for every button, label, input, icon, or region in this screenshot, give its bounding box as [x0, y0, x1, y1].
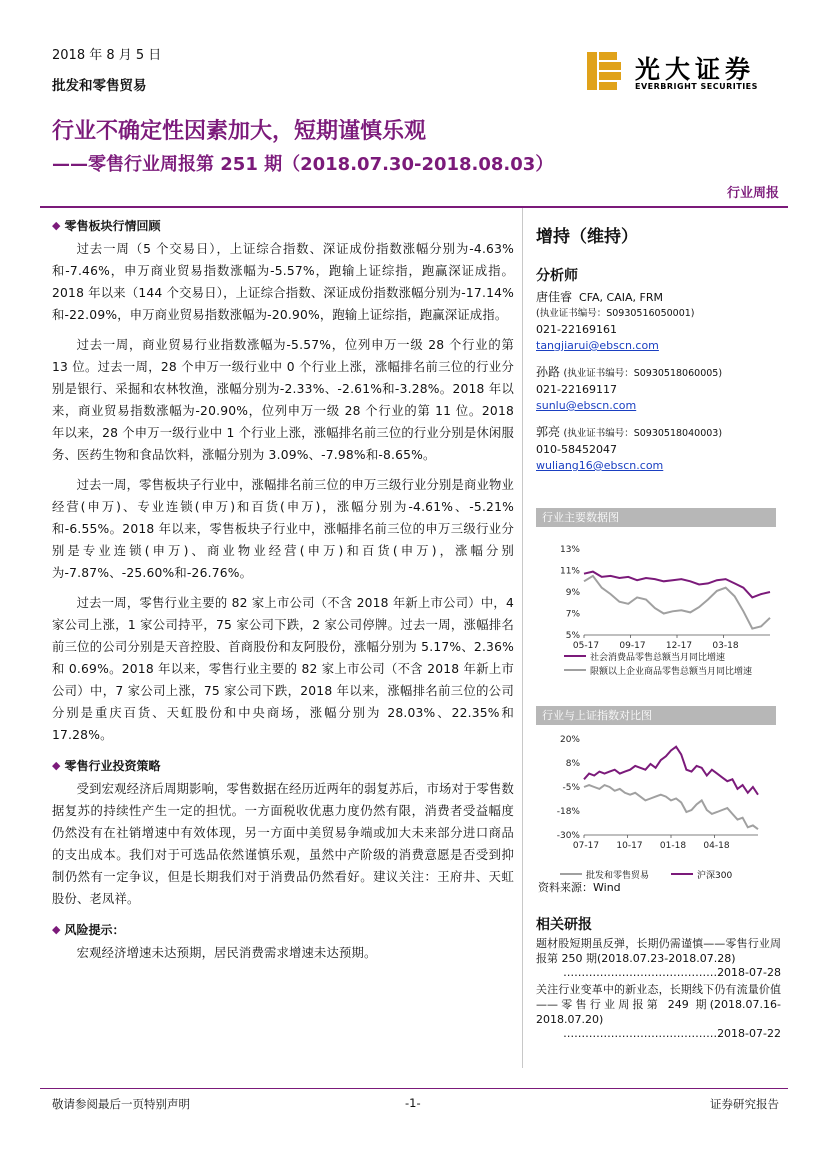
paragraph: 受到宏观经济后周期影响，零售数据在经历近两年的弱复苏后，市场对于零售数据复苏的持续性产生一定的担忧。一方面税收优惠力度仍然有限，消费者受益幅度仍然没有在社销增速中有效体现，另一方面中美贸易争端或加大未来部分进口商品的支出成本。我们对于可选品依然谨慎乐观，虽然中产阶级的消费意愿是否受到抑制仍然有一定争议，但是长期我们对于消费品仍然看好。建议关注：王府井、天虹股份、老凤祥。: [52, 782, 514, 906]
related-report-link[interactable]: 题材股短期虽反弹，长期仍需谨慎——零售行业周报第 250 期(2018.07.23-2018.07.28): [536, 937, 781, 965]
sidebar: [536, 222, 786, 484]
page-number: -1-: [405, 1096, 421, 1110]
series-line: [584, 576, 770, 629]
analyst-name: 郭亮: [536, 425, 561, 439]
sector-name: 批发和零售贸易: [52, 78, 147, 94]
related-reports: [536, 914, 781, 1043]
y-tick-label: 20%: [559, 735, 580, 745]
footer-divider: [40, 1088, 788, 1089]
section-market-review: [52, 214, 514, 746]
analyst-email-link[interactable]: sunlu@ebscn.com: [536, 399, 637, 412]
y-tick-label: 13%: [559, 545, 580, 555]
legend-swatch: [564, 655, 586, 657]
diamond-bullet-icon: ◆: [52, 219, 61, 232]
report-title: 行业不确定性因素加大，短期谨慎乐观: [52, 119, 427, 144]
logo-mark-icon: [585, 48, 629, 96]
section-investment-strategy: [52, 754, 514, 910]
x-tick-label: 07-17: [572, 841, 600, 851]
y-tick-label: 11%: [559, 566, 580, 577]
paragraph: 过去一周，零售行业主要的 82 家上市公司（不含 2018 年新上市公司）中，4 家公司上涨，1 家公司持平，75 家公司下跌，2 家公司停牌。过去一周，涨幅排名前三位的公司分别是天音控股、首商股份和友阿股份，涨幅分别为 5.17%、2.36%和 0.69%。2018 年以来，零售行业主要的 82 家上市公司（不含 2018 年新上市公司）中，7 家公司上涨，75 家公司下跌，2018 年以来，涨幅排名前三位的公司分别是重庆百货、天虹股份和中央商场，涨幅分别为 28.03%、22.35%和 17.28%。: [52, 596, 514, 742]
legend-label: 社会消费品零售总额当月同比增速: [590, 652, 726, 663]
x-tick-label: 09-17: [619, 641, 646, 651]
related-report-date: ……………………………………2018-07-28: [563, 966, 781, 979]
analyst-name: 孙路: [536, 365, 561, 379]
report-subtitle: ——零售行业周报第 251 期（2018.07.30-2018.08.03）: [52, 154, 554, 175]
related-report-link[interactable]: 关注行业变革中的新业态，长期线下仍有流量价值——零售行业周报第 249 期(2018.07.16-2018.07.20): [536, 983, 781, 1026]
analyst-phone: 021-22169161: [536, 323, 617, 336]
x-tick-label: 10-17: [616, 841, 643, 851]
legend-label: 批发和零售贸易: [586, 870, 650, 881]
paragraph: 过去一周，商业贸易行业指数涨幅为-5.57%，位列申万一级 28 个行业的第 13 位。过去一周，28 个申万一级行业中 0 个行业上涨，涨幅排名前三位的行业分别是银行、采掘和农林牧渔，涨幅分别为-2.33%、-2.61%和-3.28%。2018 年以来，商业贸易指数涨幅为-20.90%，位列申万一级 28 个行业的第 11 位。2018 年以来，28 个申万一级行业中 1 个行业上涨，涨幅排名前三位的行业分别是休闲服务、医药生物和食品饮料，涨幅分别为 3.09%、-7.98%和-8.65%。: [52, 338, 514, 462]
paragraph: 过去一周（5 个交易日），上证综合指数、深证成份指数涨幅分别为-4.63%和-7.46%，申万商业贸易指数涨幅为-5.57%，跑输上证综指，跑赢深证成指。2018 年以来（144 个交易日），上证综合指数、深证成份指数涨幅分别为-17.14%和-22.09%，申万商业贸易指数涨幅为-20.90%，跑输上证综指，跑赢深证成指。: [52, 242, 514, 322]
analyst-cert: (执业证书编号：S0930518040003): [563, 428, 723, 439]
report-type-tag: 行业周报: [726, 186, 779, 201]
paragraph: 过去一周，零售板块子行业中，涨幅排名前三位的申万三级行业分别是商业物业经营(申万)、专业连锁(申万)和百货(申万)，涨幅分别为-4.61%、-5.21%和-6.55%。2018 年以来，零售板块子行业中，涨幅排名前三位的申万三级行业分别是专业连锁(申万)、商业物业经营(申万)和百货(申万)，涨幅分别为-7.87%、-25.60%和-26.76%。: [52, 478, 514, 580]
analyst-name: 唐佳睿: [536, 290, 573, 304]
y-tick-label: 7%: [565, 609, 580, 620]
section-heading: 风险提示：: [64, 923, 125, 937]
related-heading: 相关研报: [536, 917, 592, 933]
x-tick-label: 04-18: [703, 841, 730, 851]
series-line: [584, 785, 758, 829]
section-risk: [52, 918, 514, 964]
x-tick-label: 05-17: [572, 641, 600, 651]
y-tick-label: 5%: [565, 631, 580, 641]
analyst-cert: (执业证书编号：S0930518060005): [563, 368, 723, 379]
diamond-bullet-icon: ◆: [52, 923, 61, 936]
x-tick-label: 03-18: [712, 641, 739, 651]
main-column: [52, 214, 514, 972]
company-logo: [585, 48, 785, 96]
footer-report-type: 证券研究报告: [710, 1097, 779, 1111]
chart-index-comparison: [536, 706, 776, 881]
analyst-card: [536, 364, 786, 414]
y-tick-label: 8%: [565, 759, 580, 769]
header-divider: [40, 206, 788, 208]
analyst-cert: (执业证书编号：S0930516050001): [536, 308, 695, 319]
footer-disclaimer: 敬请参阅最后一页特别声明: [52, 1097, 190, 1111]
rating: 增持（维持）: [536, 227, 638, 247]
x-tick-label: 01-18: [659, 841, 687, 851]
chart-source: 资料来源：Wind: [538, 881, 621, 894]
analyst-card: [536, 289, 786, 354]
section-heading: 零售行业投资策略: [64, 759, 161, 773]
legend-label: 限额以上企业商品零售总额当月同比增速: [590, 666, 753, 677]
legend-label: 沪深300: [697, 870, 733, 881]
diamond-bullet-icon: ◆: [52, 759, 61, 772]
report-date: 2018 年 8 月 5 日: [52, 48, 162, 63]
analyst-email-link[interactable]: tangjiarui@ebscn.com: [536, 339, 659, 352]
legend-swatch: [671, 873, 693, 875]
y-tick-label: -5%: [562, 783, 580, 793]
legend-item: [536, 663, 776, 677]
legend-swatch: [560, 873, 582, 875]
analyst-credentials: CFA, CAIA, FRM: [579, 291, 663, 304]
y-tick-label: -30%: [556, 831, 580, 841]
analyst-card: [536, 424, 786, 474]
section-heading: 零售板块行情回顾: [64, 219, 161, 233]
chart-title: 行业与上证指数对比图: [536, 706, 776, 725]
logo-text-cn: 光大证券: [635, 55, 756, 84]
y-tick-label: -18%: [556, 807, 580, 817]
analyst-phone: 021-22169117: [536, 383, 617, 396]
x-tick-label: 12-17: [665, 641, 693, 651]
column-divider: [522, 208, 523, 1068]
analyst-email-link[interactable]: wuliang16@ebscn.com: [536, 459, 664, 472]
chart-industry-data: [536, 508, 776, 677]
logo-text-en: EVERBRIGHT SECURITIES: [635, 82, 758, 91]
y-tick-label: 9%: [565, 588, 580, 598]
analyst-heading: 分析师: [536, 268, 578, 284]
series-line: [584, 572, 770, 598]
legend-swatch: [564, 669, 586, 671]
legend-item: [536, 649, 776, 663]
paragraph: 宏观经济增速未达预期，居民消费需求增速未达预期。: [76, 946, 377, 960]
analyst-phone: 010-58452047: [536, 443, 617, 456]
related-report-date: ……………………………………2018-07-22: [563, 1027, 781, 1040]
chart-industry-data-plot: [536, 527, 776, 651]
chart-index-comparison-plot: [536, 725, 776, 863]
chart-title: 行业主要数据图: [536, 508, 776, 527]
